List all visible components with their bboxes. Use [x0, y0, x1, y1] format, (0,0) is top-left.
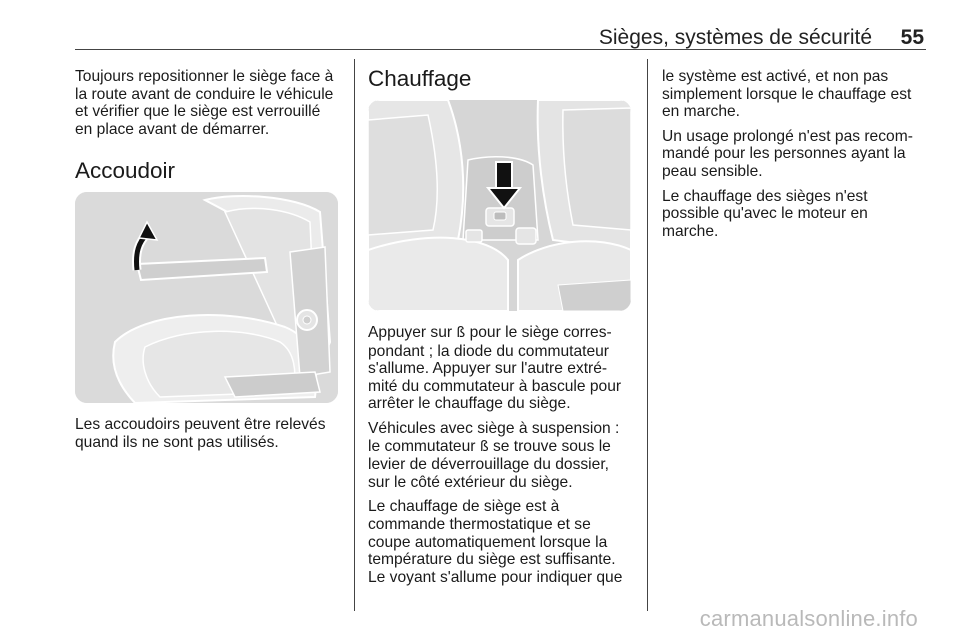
text-line: s'allume. Appuyer sur l'autre extré- — [368, 360, 608, 378]
page-number: 55 — [900, 26, 924, 49]
column-1 — [75, 68, 347, 138]
intro-line: en place avant de démarrer. — [75, 120, 270, 138]
page-header — [75, 26, 926, 48]
text-line: possible qu'avec le moteur en — [662, 205, 868, 223]
text-fragment: le commutateur — [368, 437, 480, 455]
armrest-caption — [75, 416, 347, 451]
paragraph — [368, 420, 643, 491]
text-line: mandé pour les personnes ayant la — [662, 145, 906, 163]
column-2 — [368, 324, 643, 593]
text-line: sur le côté extérieur du siège. — [368, 473, 573, 491]
text-line: arrêter le chauffage du siège. — [368, 395, 571, 413]
heading-accoudoir: Accoudoir — [75, 158, 176, 183]
intro-line: et vérifier que le siège est verrouillé — [75, 103, 321, 121]
text-fragment: pour le siège corres- — [465, 324, 612, 341]
text-line: Véhicules avec siège à suspension : — [368, 419, 620, 437]
text-line: marche. — [662, 222, 719, 240]
text-fragment: se trouve sous le — [488, 437, 611, 455]
armrest-seat-drawing — [75, 192, 338, 403]
column-3 — [662, 68, 926, 247]
text-line: levier de déverrouillage du dossier, — [368, 456, 609, 474]
text-line: Le voyant s'allume pour indiquer que — [368, 568, 623, 586]
text-line: Le chauffage de siège est à — [368, 498, 560, 516]
text-line: température du siège est suffisante. — [368, 551, 616, 569]
text-line: Un usage prolongé n'est pas recom- — [662, 127, 913, 145]
text-line: peau sensible. — [662, 162, 763, 180]
column-divider — [354, 59, 355, 611]
text-line: Le chauffage des sièges n'est — [662, 187, 868, 205]
intro-line: Toujours repositionner le siège face à — [75, 68, 334, 85]
section-title: Sièges, systèmes de sécurité — [598, 26, 872, 49]
paragraph — [662, 68, 926, 121]
text-line: commande thermostatique et se — [368, 515, 591, 533]
text-line — [368, 438, 643, 457]
armrest-illustration — [75, 192, 338, 403]
seat-heating-illustration — [368, 100, 631, 311]
caption-line: quand ils ne sont pas utilisés. — [75, 433, 279, 451]
header-rule — [75, 49, 926, 50]
paragraph — [368, 498, 643, 586]
text-line: coupe automatiquement lorsque la — [368, 533, 608, 551]
text-line: mité du commutateur à bascule pour — [368, 377, 622, 395]
text-line: en marche. — [662, 103, 741, 121]
seat-heating-drawing — [368, 100, 631, 311]
seat-heat-icon: ß — [456, 325, 466, 341]
watermark: carmanualsonline.info — [699, 606, 918, 631]
text-line: simplement lorsque le chauffage est — [662, 85, 912, 103]
paragraph — [662, 188, 926, 241]
caption-line: Les accoudoirs peuvent être relevés — [75, 416, 326, 433]
seat-heat-icon: ß — [479, 438, 489, 455]
text-line — [368, 324, 643, 343]
paragraph — [662, 128, 926, 181]
column-divider — [647, 59, 648, 611]
paragraph — [368, 324, 643, 413]
text-line: pondant ; la diode du commutateur — [368, 342, 609, 360]
intro-line: la route avant de conduire le véhicule — [75, 85, 334, 103]
heading-chauffage: Chauffage — [368, 66, 472, 91]
text-line: le système est activé, et non pas — [662, 68, 889, 85]
text-fragment: Appuyer sur — [368, 324, 457, 341]
